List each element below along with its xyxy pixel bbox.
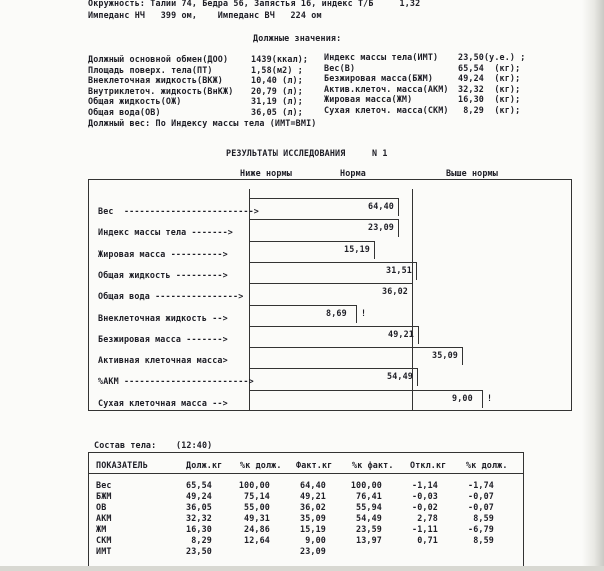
- composition-cell: 13,97: [356, 535, 382, 545]
- results-frame-right: [571, 179, 572, 411]
- composition-cell: 64,40: [300, 480, 326, 490]
- result-row-label: Вес ------------------------->: [98, 206, 259, 216]
- composition-cell: 32,32: [186, 513, 212, 523]
- composition-header-cell: Долж.кг: [186, 460, 223, 470]
- composition-cell: 55,94: [356, 502, 382, 512]
- composition-cell: 8,59: [473, 513, 494, 523]
- due-left-label: Внутриклеточ. жидкость(ВнКЖ): [88, 85, 234, 96]
- composition-cell: 23,59: [356, 524, 382, 534]
- due-right-label: Жировая масса(ЖМ): [324, 94, 413, 105]
- composition-header-cell: %к факт.: [352, 460, 394, 470]
- composition-cell: 35,09: [300, 513, 326, 523]
- due-values-title: Должные значения:: [253, 33, 342, 43]
- results-frame-left: [88, 179, 89, 411]
- due-left-value: 1,58(м2) ;: [251, 64, 303, 75]
- result-flag: !: [487, 392, 493, 403]
- result-row-label: %АКМ ------------------------>: [98, 376, 254, 387]
- due-left-value: 1439(ккал);: [251, 54, 309, 64]
- due-right-label: Сухая клеточ. масса(СКМ): [324, 105, 449, 115]
- result-value: 49,21: [388, 328, 414, 339]
- composition-cell: 24,86: [244, 524, 270, 534]
- composition-cell: 75,14: [244, 491, 270, 501]
- composition-cell: 2,78: [417, 513, 438, 523]
- composition-cell: ЖМ: [96, 524, 107, 534]
- composition-cell: СКМ: [96, 535, 112, 545]
- composition-cell: -0,03: [412, 491, 438, 501]
- composition-cell: 49,24: [186, 491, 212, 501]
- due-right-value: 32,32 (кг);: [458, 83, 521, 94]
- result-value: 35,09: [432, 350, 458, 361]
- result-value: 36,02: [382, 286, 408, 297]
- due-right-value: 16,30 (кг);: [458, 94, 521, 105]
- results-title: РЕЗУЛЬТАТЫ ИССЛЕДОВАНИЯ: [226, 148, 346, 158]
- result-row-label: Общая жидкость --------->: [98, 269, 228, 280]
- composition-header-cell: Откл.кг: [410, 460, 447, 470]
- composition-cell: АКМ: [96, 513, 112, 523]
- composition-cell: 54,49: [356, 513, 382, 523]
- composition-header-cell: %к долж.: [466, 460, 508, 470]
- composition-cell: 36,02: [300, 502, 326, 512]
- due-left-value: 20,79 (л);: [251, 85, 303, 96]
- composition-cell: 65,54: [186, 480, 212, 490]
- page-edge-shadow: [582, 0, 604, 571]
- composition-header-cell: Факт.кг: [296, 460, 333, 470]
- composition-cell: -1,74: [468, 480, 494, 490]
- result-value: 9,00: [452, 392, 473, 403]
- composition-cell: 55,00: [244, 502, 270, 512]
- result-row-label: Сухая клеточная масса -->: [98, 397, 228, 408]
- composition-time: (12:40): [176, 440, 213, 450]
- composition-cell: -1,14: [412, 480, 438, 490]
- due-weight-note: Должный вес: По Индексу массы тела (ИМТ=ВМІ): [88, 118, 317, 128]
- composition-cell: 16,30: [186, 524, 212, 534]
- composition-title: Состав тела:: [94, 440, 157, 450]
- result-row-label: Общая вода ---------------->: [98, 291, 244, 302]
- composition-cell: -0,07: [468, 491, 494, 501]
- composition-header-cell: %к долж.: [240, 460, 282, 470]
- composition-cell: -0,07: [468, 502, 494, 512]
- due-left-value: 10,40 (л);: [251, 75, 303, 86]
- due-left-label: Должный основной обмен(ДОО): [88, 54, 229, 64]
- composition-cell: 8,59: [473, 535, 494, 545]
- due-left-value: 36,05 (л);: [251, 107, 303, 117]
- due-right-label: Актив.клеточ. масса(АКМ): [324, 83, 449, 94]
- due-right-label: Безжировая масса(БЖМ): [324, 73, 434, 84]
- due-right-label: Индекс массы тела(ИМТ): [324, 52, 439, 62]
- composition-cell: 49,31: [244, 513, 270, 523]
- composition-frame-right: [523, 452, 524, 571]
- due-right-label: Вес(В): [324, 62, 356, 73]
- due-left-label: Общая вода(ОВ): [88, 107, 161, 117]
- composition-cell: Вес: [96, 480, 112, 490]
- composition-cell: ИМТ: [96, 546, 112, 556]
- result-row-label: Жировая масса ---------->: [98, 248, 228, 259]
- composition-cell: 100,00: [238, 480, 270, 490]
- results-frame-bottom: [88, 410, 572, 411]
- result-row-label: Индекс массы тела ------->: [98, 227, 233, 238]
- due-left-label: Внеклеточная жидкость(ВКЖ): [88, 75, 223, 86]
- due-right-value: 49,24 (кг);: [458, 73, 521, 84]
- header-impedance-line: Импеданс НЧ 399 ом, Импеданс ВЧ 224 ом: [88, 10, 322, 20]
- result-value: 15,19: [344, 243, 370, 254]
- result-bar: [249, 347, 463, 365]
- composition-frame-top: [88, 452, 524, 453]
- result-value: 8,69: [326, 307, 347, 318]
- composition-cell: -6,79: [468, 524, 494, 534]
- composition-cell: 76,41: [356, 491, 382, 501]
- results-frame-top: [88, 179, 572, 180]
- composition-header-cell: ПОКАЗАТЕЛЬ: [96, 460, 148, 470]
- result-row-label: Безжировая масса ------->: [98, 333, 228, 344]
- composition-cell: 15,19: [300, 524, 326, 534]
- result-flag: !: [361, 307, 367, 318]
- composition-cell: 49,21: [300, 491, 326, 501]
- result-bar: [249, 390, 483, 408]
- composition-cell: БЖМ: [96, 491, 112, 501]
- composition-cell: -1,11: [412, 524, 438, 534]
- page-bottom-fold: [0, 566, 604, 571]
- composition-cell: 23,50: [186, 546, 212, 556]
- due-right-value: 65,54 (кг);: [458, 62, 521, 73]
- composition-cell: 100,00: [350, 480, 382, 490]
- result-value: 31,51: [386, 264, 412, 275]
- composition-cell: ОВ: [96, 502, 107, 512]
- result-row-label: Внеклеточная жидкость -->: [98, 312, 228, 323]
- due-right-value: 23,50(у.е.) ;: [458, 52, 526, 62]
- result-row-label: Активная клеточная масса>: [98, 355, 228, 366]
- result-value: 54,49: [387, 371, 413, 382]
- composition-cell: 8,29: [191, 535, 212, 545]
- composition-cell: 12,64: [244, 535, 270, 545]
- composition-header-divider: [88, 473, 524, 474]
- header-circumference-line: Окружность: Талии 74, Бедра 56, Запястья 16, индекс Т/Б 1,32: [88, 0, 421, 8]
- result-value: 23,09: [368, 222, 394, 233]
- result-value: 64,40: [368, 201, 394, 211]
- column-norm: Норма: [340, 168, 366, 178]
- composition-cell: 0,71: [417, 535, 438, 545]
- due-right-value: 8,29 (кг);: [458, 105, 521, 115]
- due-left-label: Общая жидкость(ОЖ): [88, 96, 182, 107]
- due-left-label: Площадь поверх. тела(ПТ): [88, 64, 213, 75]
- column-below-norm: Ниже нормы: [240, 168, 292, 178]
- composition-cell: 23,09: [300, 546, 326, 556]
- due-left-value: 31,19 (л);: [251, 96, 303, 107]
- results-number: N 1: [372, 148, 388, 158]
- composition-cell: 9,00: [305, 535, 326, 545]
- column-above-norm: Выше нормы: [446, 168, 498, 178]
- composition-cell: -0,02: [412, 502, 438, 512]
- composition-cell: 36,05: [186, 502, 212, 512]
